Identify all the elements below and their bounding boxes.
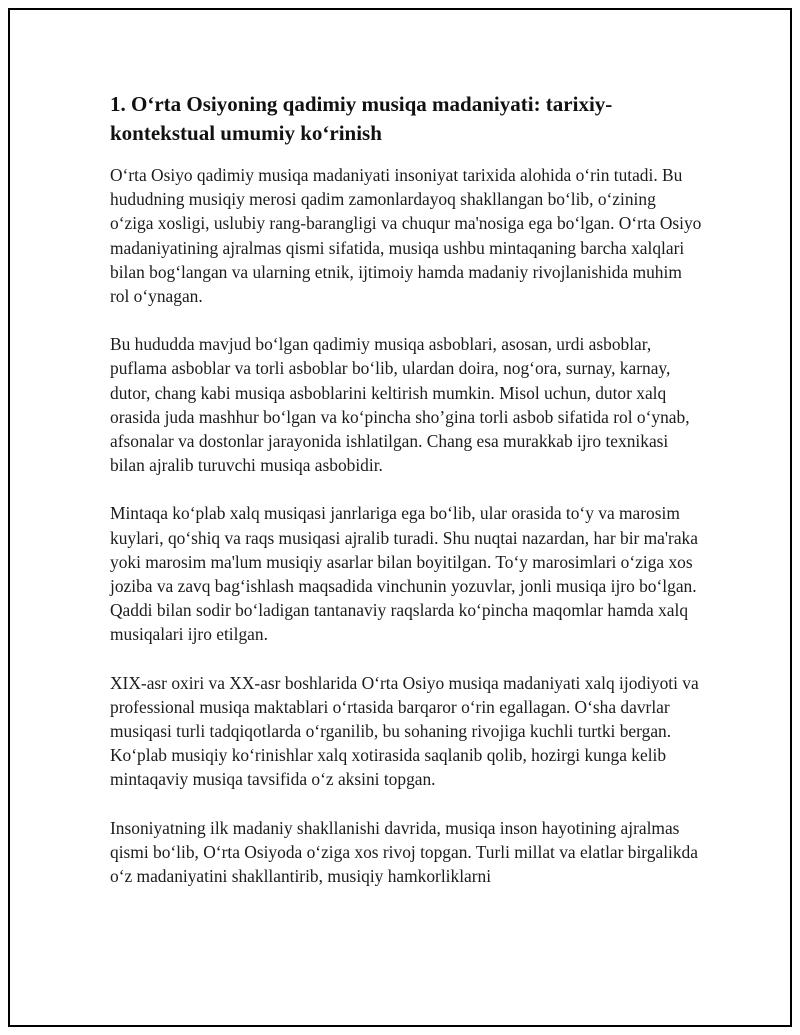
paragraph-2: Bu hududda mavjud bo‘lgan qadimiy musiqa asboblari, asosan, urdi asboblar, puflama asboblar va torli asboblar bo‘lib, ulardan doira, nog‘ora, surnay, karnay, dutor, chang kabi musiqa asboblarini keltirish mumkin. Misol uchun, dutor xalq orasida juda mashhur bo‘lgan va ko‘pincha sho’gina torli asbob sifatida rol o‘ynab, afsonalar va dostonlar jarayonida ishlatilgan. Chang esa murakkab ijro texnikasi bilan ajralib turuvchi musiqa asbobidir.	[110, 334, 690, 476]
section-heading: 1. O‘rta Osiyoning qadimiy musiqa madaniyati: tarixiy-kontekstual umumiy ko‘rinish	[110, 92, 613, 145]
document-body	[110, 90, 702, 912]
paragraph-3: Mintaqa ko‘plab xalq musiqasi janrlariga ega bo‘lib, ular orasida to‘y va marosim kuylari, qo‘shiq va raqs musiqasi ajralib turadi. Shu nuqtai nazardan, har bir ma'raka yoki marosim ma'lum musiqiy asarlar bilan boyitilgan. To‘y marosimlari o‘ziga xos joziba va zavq bag‘ishlash maqsadida vinchunin yozuvlar, jonli musiqa ijro bo‘lgan. Qaddi bilan sodir bo‘ladigan tantanaviy raqslarda ko‘pincha maqomlar hamda xalq musiqalari ijro etilgan.	[110, 503, 698, 645]
paragraph-1: O‘rta Osiyo qadimiy musiqa madaniyati insoniyat tarixida alohida o‘rin tutadi. Bu hududning musiqiy merosi qadim zamonlardayoq shakllangan bo‘lib, o‘zining o‘ziga xosligi, uslubiy rang-barangligi va chuqur ma'nosiga ega bo‘lgan. O‘rta Osiyo madaniyatining ajralmas qismi sifatida, musiqa ushbu mintaqaning barcha xalqlari bilan bog‘langan va ularning etnik, ijtimoiy hamda madaniy rivojlanishida muhim rol o‘ynagan.	[110, 165, 702, 307]
paragraph-5: Insoniyatning ilk madaniy shakllanishi davrida, musiqa inson hayotining ajralmas qismi bo‘lib, O‘rta Osiyoda o‘ziga xos rivoj topgan. Turli millat va elatlar birgalikda o‘z madaniyatini shakllantirib, musiqiy hamkorliklarni	[110, 817, 698, 887]
paragraph-4: XIX-asr oxiri va XX-asr boshlarida O‘rta Osiyo musiqa madaniyati xalq ijodiyoti va professional musiqa maktablari o‘rtasida barqaror o‘rin egallagan. O‘sha davrlar musiqasi turli tadqiqotlarda o‘rganilib, bu sohaning rivojiga kuchli turtki bergan. Ko‘plab musiqiy ko‘rinishlar xalq xotirasida saqlanib qolib, hozirgi kunga kelib mintaqaviy musiqa tavsifida o‘z aksini topgan.	[110, 672, 699, 790]
